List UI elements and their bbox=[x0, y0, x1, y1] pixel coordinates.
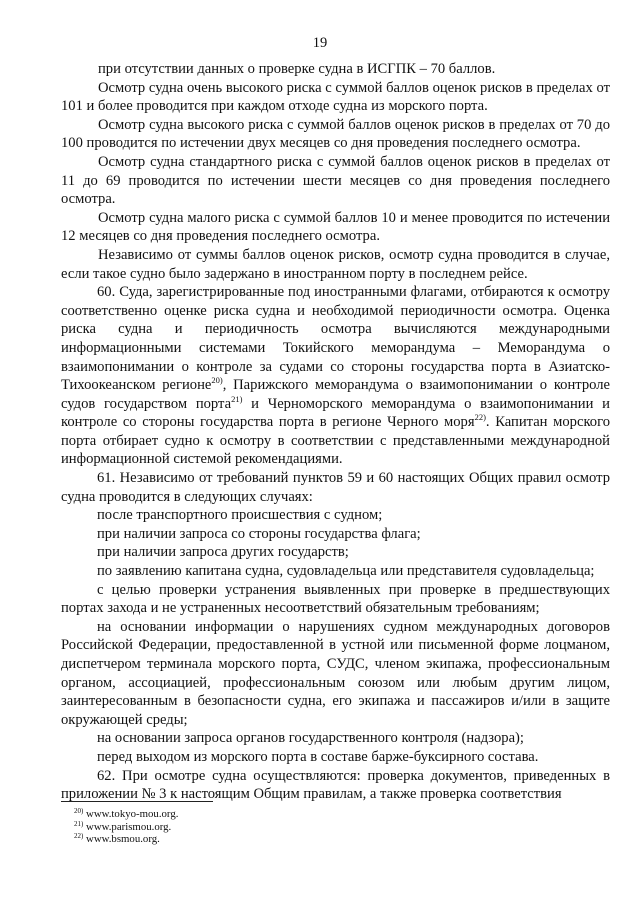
paragraph-61: 61. Независимо от требований пунктов 59 и 60 настоящих Общих правил осмотр судна проводится в следующих случаях: bbox=[61, 470, 610, 505]
paragraph-60 bbox=[61, 283, 610, 469]
footnote-22 bbox=[74, 833, 474, 846]
list-item: после транспортного происшествия с судном; bbox=[97, 507, 383, 524]
paragraph-60-text: . Капитан морского порта отбирает судно к осмотру в соответствии с представленными международной информационной системой рекомендациями. bbox=[61, 414, 611, 468]
paragraph: Осмотр судна очень высокого риска с суммой баллов оценок рисков в пределах от 101 и более проводится при каждом отходе судна из морского порта. bbox=[61, 79, 610, 115]
footnote-link-parismou[interactable]: www.parismou.org. bbox=[83, 820, 172, 833]
footnote-ref-21[interactable]: 21) bbox=[231, 393, 243, 404]
paragraph: Осмотр судна высокого риска с суммой баллов оценок рисков в пределах от 70 до 100 проводится по истечении двух месяцев со дня проведения последнего осмотра. bbox=[61, 116, 610, 152]
paragraph-60-text: , Парижского меморандума о взаимопонимании о контроле судов государством порта bbox=[61, 377, 610, 412]
list-item: при наличии запроса других государств; bbox=[97, 544, 349, 561]
footnote-20 bbox=[74, 808, 474, 821]
footnote-link-bsmou[interactable]: www.bsmou.org. bbox=[83, 833, 160, 846]
footnote-mark: 22) bbox=[74, 832, 84, 841]
list-item: по заявлению капитана судна, судовладельца или представителя судовладельца; bbox=[97, 563, 595, 580]
list-item: с целью проверки устранения выявленных при проверке в предшествующих портах захода и не устраненных несоответствий обязательным требованиям; bbox=[61, 581, 610, 617]
paragraph: Осмотр судна малого риска с суммой баллов 10 и менее проводится по истечении 12 месяцев со дня проведения последнего осмотра. bbox=[61, 209, 610, 245]
footnote-ref-20[interactable]: 20) bbox=[211, 375, 223, 386]
paragraph: Независимо от суммы баллов оценок рисков, осмотр судна проводится в случае, если такое судно было задержано в иностранном порту в последнем рейсе. bbox=[61, 246, 610, 282]
list-item: на основании запроса органов государственного контроля (надзора); bbox=[97, 730, 524, 747]
footnote-mark: 21) bbox=[74, 819, 84, 828]
footnote-ref-22[interactable]: 22) bbox=[474, 412, 486, 423]
footnotes bbox=[74, 808, 474, 846]
footnote-21 bbox=[74, 821, 474, 834]
paragraph-62: 62. При осмотре судна осуществляются: проверка документов, приведенных в приложении № 3 к настоящим Общим правилам, а также проверка соответствия bbox=[61, 767, 610, 803]
list-item: на основании информации о нарушениях судном международных договоров Российской Федерации, предоставленной в устной или письменной форме лоцманом, диспетчером терминала морского порта, СУДС, членом экипажа, профессиональным органом, ассоциацией, профессиональным союзом или любым другим лицом, заинтересованным в безопасности судна, его экипажа и пассажиров и/или в защите окружающей среды; bbox=[61, 618, 610, 728]
footnote-separator bbox=[61, 801, 213, 802]
paragraph: при отсутствии данных о проверке судна в ИСГПК – 70 баллов. bbox=[98, 61, 496, 77]
list-item: при наличии запроса со стороны государства флага; bbox=[97, 525, 421, 542]
footnote-link-tokyo-mou[interactable]: www.tokyo-mou.org. bbox=[83, 808, 179, 820]
page-number: 19 bbox=[312, 35, 328, 51]
page-body bbox=[61, 60, 610, 804]
footnote-mark: 20) bbox=[74, 807, 84, 815]
paragraph-60-text: 60. Суда, зарегистрированные под иностранными флагами, отбираются к осмотру соответственно оценке риска судна и необходимой периодичности осмотра. Оценка риска судна и периодичность осмотра вычисляются международными информационными системами Токийского меморандума – Меморандума о взаимопонимании о контроле за судами со стороны государства порта в Азиатско-Тихоокеанском регионе bbox=[61, 284, 610, 394]
paragraph-60-text: и Черноморского меморандума о взаимопонимании и контроле со стороны государства порта в регионе Черного моря bbox=[61, 395, 610, 431]
list-item: перед выходом из морского порта в составе барже-буксирного состава. bbox=[97, 748, 539, 765]
paragraph: Осмотр судна стандартного риска с суммой баллов оценок рисков в пределах от 11 до 69 проводится по истечении шести месяцев со дня проведения последнего осмотра. bbox=[61, 153, 610, 208]
